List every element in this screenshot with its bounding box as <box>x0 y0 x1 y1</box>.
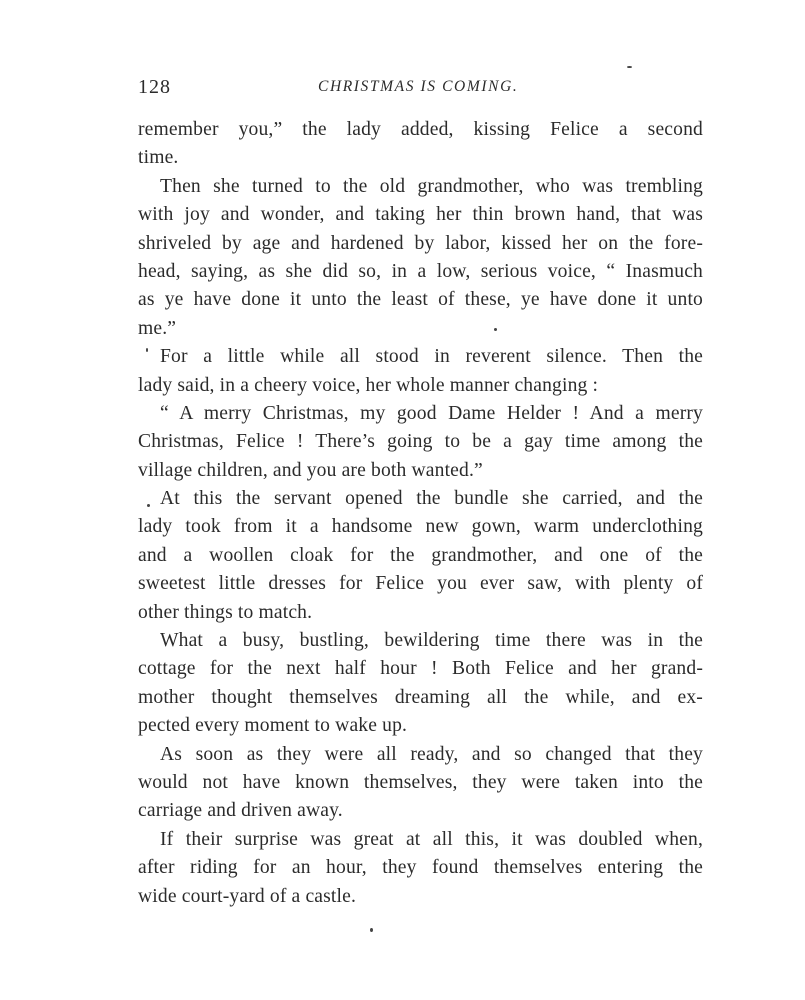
text-line: head, saying, as she did so, in a low, serious voice, “ Inasmuch <box>138 260 703 282</box>
text-line: lady said, in a cheery voice, her whole manner changing : <box>138 374 599 396</box>
scan-speck <box>146 348 148 352</box>
text-line: sweetest little dresses for Felice you ever saw, with plenty of <box>138 573 703 595</box>
text-line: mother thought themselves dreaming all the while, and ex- <box>138 686 703 708</box>
text-line: pected every moment to wake up. <box>138 715 408 737</box>
running-head <box>138 76 703 100</box>
scan-speck <box>627 66 632 68</box>
text-line: What a busy, bustling, bewildering time there was in the <box>160 630 703 652</box>
scan-speck <box>147 504 150 507</box>
text-line: wide court-yard of a castle. <box>138 885 356 907</box>
scan-speck <box>370 928 373 932</box>
text-line: remember you,” the lady added, kissing Felice a second <box>138 119 703 140</box>
scan-speck <box>494 328 497 331</box>
text-line: after riding for an hour, they found themselves entering the <box>138 857 703 879</box>
text-line: lady took from it a handsome new gown, warm underclothing <box>138 516 703 538</box>
text-line: with joy and wonder, and taking her thin brown hand, that was <box>138 204 703 226</box>
page-number: 128 <box>138 76 171 98</box>
body-text <box>138 116 703 911</box>
text-line: would not have known themselves, they were taken into the <box>138 771 703 793</box>
text-line: as ye have done it unto the least of these, ye have done it unto <box>138 289 703 311</box>
text-line: village children, and you are both wanted.” <box>138 459 483 481</box>
text-line: shriveled by age and hardened by labor, kissed her on the fore- <box>138 232 703 254</box>
text-line: For a little while all stood in reverent silence. Then the <box>160 346 703 368</box>
running-title: CHRISTMAS IS COMING. <box>318 78 519 95</box>
text-line: Then she turned to the old grandmother, who was trembling <box>160 175 703 197</box>
text-line: Christmas, Felice ! There’s going to be a gay time among the <box>138 431 703 453</box>
text-line: me.” <box>138 317 177 339</box>
text-line: and a woollen cloak for the grandmother, and one of the <box>138 544 703 566</box>
text-line: carriage and driven away. <box>138 800 343 822</box>
text-line: time. <box>138 147 179 169</box>
text-line: cottage for the next half hour ! Both Felice and her grand- <box>138 658 703 680</box>
text-line: At this the servant opened the bundle she carried, and the <box>160 488 703 510</box>
text-line: If their surprise was great at all this, it was doubled when, <box>160 828 703 850</box>
text-line: other things to match. <box>138 601 313 623</box>
text-line: As soon as they were all ready, and so changed that they <box>160 743 703 765</box>
text-line: “ A merry Christmas, my good Dame Helder ! And a merry <box>160 402 703 424</box>
